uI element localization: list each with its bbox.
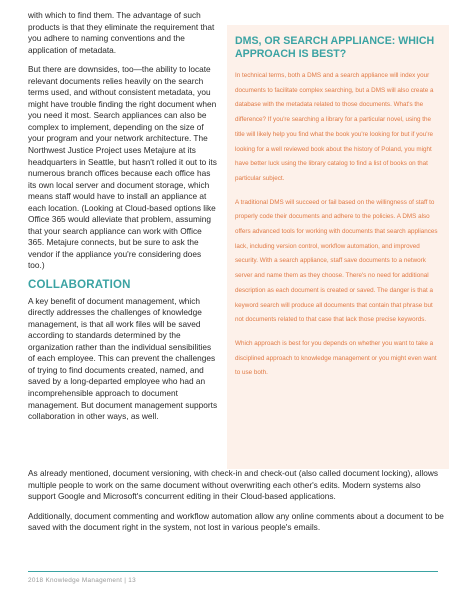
footer-divider: [28, 571, 438, 572]
body-paragraph: with which to find them. The advantage of such products is that they eliminate the requirement that you adhere to naming conventions and the application of metadata.: [28, 10, 215, 55]
section-heading-collaboration: COLLABORATION: [28, 279, 131, 292]
left-column: [28, 10, 220, 431]
sidebar-title: DMS, OR SEARCH APPLIANCE: WHICH APPROACH IS BEST?: [235, 35, 435, 60]
sidebar-box: [227, 25, 449, 469]
full-width-section: [28, 468, 448, 542]
sidebar-paragraph: Which approach is best for you depends on whether you want to take a disciplined approach to knowledge management or you might even want to use both.: [235, 339, 437, 377]
sidebar-paragraph: In technical terms, both a DMS and a search appliance will index your documents to facilitate complex searching, but a DMS will also create a database with the metadata related to those documents. What's the difference? If you're searching a library for a particular novel, using the title will likely help you find what the book you're looking for but if you're looking for a well reviewed book about the history of Poland, you might have better luck using the library catalog to find a list of books on that particular subject.: [235, 72, 434, 182]
body-paragraph: But there are downsides, too—the ability to locate relevant documents relies heavily on the search terms used, and without consistent metadata, you might have trouble finding the right document when you need it most. Search appliances can also be complex to implement, depending on the size of your program and your network architecture. The Northwest Justice Project uses Metajure at its headquarters in Seattle, but hasn't rolled it out to its numerous branch offices because each office has its own local server and document storage, which means staff would have to install an appliance at each location. (Looking at Cloud-based options like Office 365 would alleviate that problem, assuming that your search appliance can work with Office 365. Metajure connects, but be sure to ask the vendor if the appliance you're considering does too.): [28, 64, 217, 271]
body-paragraph: A key benefit of document management, which directly addresses the challenges of knowledge management, is that all work files will be saved according to standards determined by the organization rather than the individual sensibilities of each employee. This can prevent the challenges of trying to find documents created, named, and saved by a long-departed employee who had an incomprehensible approach to document management. But document management supports collaboration in other ways, as well.: [28, 295, 218, 422]
body-paragraph: As already mentioned, document versioning, with check-in and check-out (also called document locking), allows multiple people to work on the same document without overwriting each other's edits. Modern systems also support Google and Microsoft's concurrent editing in their Cloud-based applications.: [28, 468, 438, 502]
sidebar-paragraph: A traditional DMS will succeed or fail based on the willingness of staff to properly code their documents and adhere to the policies. A DMS also offers advanced tools for working with documents that search appliances lack, including version control, workflow automation, and improved security. With a search appliance, staff save documents to a network server and name them as they choose. There's no need for additional description as each document is created or saved. The danger is that a keyword search will produce all documents that contain that phrase but not documents related to that case that lack those precise keywords.: [235, 198, 438, 324]
footer-page-label: 2018 Knowledge Management | 13: [28, 577, 137, 584]
body-paragraph: Additionally, document commenting and workflow automation allow any online comments about a document to be saved with the document right in the system, not lost in various people's emails.: [28, 510, 444, 533]
